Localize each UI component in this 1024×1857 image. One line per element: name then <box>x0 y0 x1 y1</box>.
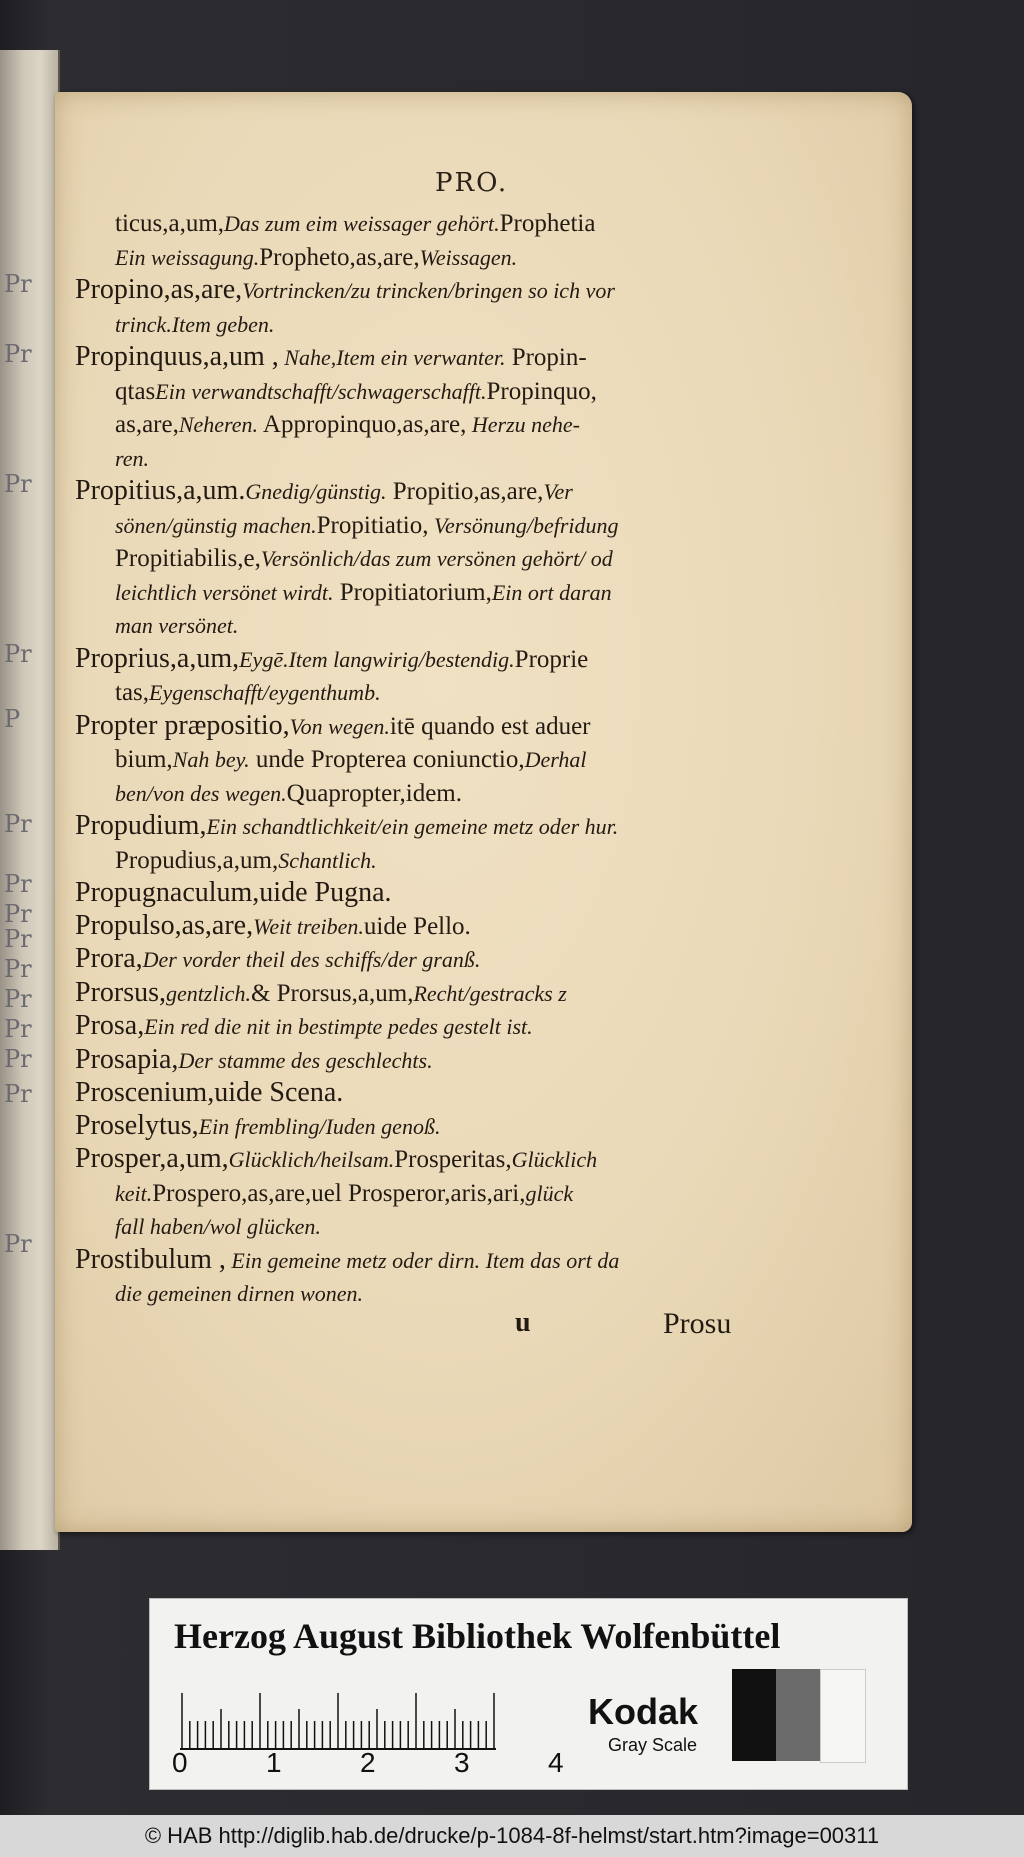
german-gloss: trinck.Item geben. <box>115 311 275 337</box>
ruler-scale <box>180 1691 500 1751</box>
latin-text: Propitiatio, <box>316 511 429 539</box>
ruler-number: 1 <box>266 1747 282 1778</box>
entry-headword: Propudium, <box>75 810 207 841</box>
german-gloss: Weissagen. <box>419 244 518 270</box>
copyright-footer: © HAB http://diglib.hab.de/drucke/p-1084-8f-helmst/start.htm?image=00311 <box>0 1815 1024 1857</box>
german-gloss: leichtlich versönet wirdt. <box>115 579 334 605</box>
german-gloss: Herzu nehe- <box>466 412 580 437</box>
adjacent-page-strip <box>0 50 60 1550</box>
german-gloss: Neheren. <box>178 412 259 437</box>
strip-mark: Pr <box>4 1080 32 1108</box>
german-gloss: Derhal <box>524 747 587 772</box>
entry-headword: Prostibulum , <box>75 1243 226 1275</box>
german-gloss: ben/von des wegen. <box>115 780 287 806</box>
entry-headword: Prosa, <box>75 1010 145 1041</box>
latin-text: qtas <box>115 377 156 405</box>
german-gloss: keit. <box>115 1180 153 1206</box>
text-line <box>75 308 815 342</box>
catchword: Prosu <box>663 1307 732 1340</box>
german-gloss: Versönung/befridung <box>428 512 619 538</box>
latin-text: Propheto,as,are, <box>259 243 420 271</box>
german-gloss: Recht/gestracks z <box>413 980 567 1006</box>
latin-text: & Prorsus,a,um, <box>250 979 414 1007</box>
entry-headword: Propinquus,a,um , <box>75 341 279 372</box>
strip-mark: Pr <box>4 1015 32 1043</box>
entry-headword: Prosper,a,um, <box>75 1143 229 1174</box>
entry-headword: Proscenium,uide Scena. <box>75 1077 344 1108</box>
strip-mark: Pr <box>4 640 32 668</box>
text-line <box>75 1110 815 1144</box>
german-gloss: die gemeinen dirnen wonen. <box>115 1281 364 1306</box>
text-line <box>75 643 815 677</box>
german-gloss: man versönet. <box>115 613 239 638</box>
swatch-gray <box>776 1669 820 1761</box>
german-gloss: Eygenschafft/eygenthumb. <box>149 680 381 705</box>
entry-headword: Prosapia, <box>75 1043 179 1075</box>
strip-mark: Pr <box>4 810 32 838</box>
text-line <box>75 777 815 811</box>
strip-mark: Pr <box>4 985 32 1013</box>
entry-headword: Prorsus, <box>75 976 167 1008</box>
text-line <box>75 609 815 643</box>
text-line <box>75 1044 815 1078</box>
color-target-card <box>149 1598 908 1790</box>
german-gloss: Nah bey. <box>172 747 250 772</box>
text-line <box>75 810 815 844</box>
ruler-number: 2 <box>360 1747 376 1778</box>
german-gloss: Schantlich. <box>278 847 377 873</box>
german-gloss: Ein gemeine metz oder dirn. Item das ort da <box>225 1247 620 1273</box>
library-name: Herzog August Bibliothek Wolfenbüttel <box>174 1616 781 1656</box>
german-gloss: Gnedig/günstig. <box>245 479 387 504</box>
entry-headword: Proselytus, <box>75 1109 199 1141</box>
text-line <box>75 1244 815 1278</box>
text-line <box>75 1177 815 1211</box>
german-gloss: Ein schandtlichkeit/ein gemeine metz oder hur. <box>206 814 619 839</box>
text-line <box>75 676 815 710</box>
german-gloss: Ein red die nit in bestimpte pedes gestelt ist. <box>144 1014 533 1039</box>
text-line <box>75 274 815 308</box>
text-line <box>75 542 815 576</box>
german-gloss: Ein weissagung. <box>115 244 260 270</box>
strip-mark: Pr <box>4 870 32 898</box>
text-line <box>75 1210 815 1244</box>
latin-text: Quapropter,idem. <box>286 779 463 807</box>
strip-mark: Pr <box>4 340 32 368</box>
text-line <box>75 1143 815 1177</box>
kodak-logo: Kodak <box>588 1691 699 1732</box>
ruler-number: 3 <box>454 1747 470 1778</box>
text-line <box>75 207 815 241</box>
german-gloss: Ver <box>543 479 573 504</box>
entry-headword: Proprius,a,um, <box>75 642 240 674</box>
latin-text: uide Pello. <box>363 912 471 940</box>
swatch-white <box>820 1669 866 1763</box>
strip-mark: P <box>4 705 21 733</box>
latin-text: as,are, <box>115 411 179 438</box>
entry-headword: Propugnaculum,uide Pugna. <box>75 877 392 908</box>
latin-text: Prosperitas, <box>394 1146 512 1173</box>
latin-text: Propudius,a,um, <box>115 846 279 874</box>
german-gloss: Der stamme des geschlechts. <box>178 1047 433 1073</box>
ruler-number: 4 <box>548 1747 564 1778</box>
latin-text: bium, <box>115 746 173 773</box>
text-line <box>75 943 815 977</box>
german-gloss: sönen/günstig machen. <box>115 512 317 538</box>
strip-mark: Pr <box>4 955 32 983</box>
strip-mark: Pr <box>4 1045 32 1073</box>
text-line <box>75 1077 815 1110</box>
german-gloss: Ein frembling/Iuden genoß. <box>198 1113 441 1139</box>
german-gloss: Weit treiben. <box>253 913 364 939</box>
text-line <box>75 442 815 476</box>
german-gloss: ren. <box>115 445 150 471</box>
german-gloss: Ein verwandtschafft/schwagerschafft. <box>155 378 487 404</box>
strip-mark: Pr <box>4 925 32 953</box>
german-gloss: gentzlich. <box>166 980 251 1006</box>
entry-headword: Propitius,a,um. <box>75 475 246 506</box>
text-line <box>75 1277 815 1311</box>
german-gloss: fall haben/wol glücken. <box>115 1214 321 1239</box>
text-line <box>75 408 815 442</box>
strip-mark: Pr <box>4 270 32 298</box>
german-gloss: Glücklich/heilsam. <box>228 1147 395 1172</box>
book-page <box>55 92 912 1532</box>
latin-text: Propitiatorium, <box>333 578 492 606</box>
latin-text: Propitio,as,are, <box>386 478 544 505</box>
swatch-black <box>732 1669 776 1761</box>
latin-text: itē quando est aduer <box>389 712 591 740</box>
entry-headword: Propulso,as,are, <box>75 909 254 941</box>
latin-text: ticus,a,um, <box>115 210 225 237</box>
latin-text: Propinquo, <box>486 377 597 405</box>
latin-text: Prophetia <box>499 210 596 237</box>
entry-headword: Propino,as,are, <box>75 274 243 305</box>
german-gloss: Von wegen. <box>289 713 390 739</box>
dictionary-text <box>75 207 815 1311</box>
german-gloss: Versönlich/das zum versönen gehört/ od <box>260 546 613 571</box>
german-gloss: Das zum eim weissager gehört. <box>224 211 500 236</box>
latin-text: Prospero,as,are,uel Prosperor,aris,ari, <box>152 1179 526 1207</box>
strip-mark: Pr <box>4 900 32 928</box>
latin-text: Propin- <box>505 344 587 371</box>
signature-mark: u <box>515 1307 531 1338</box>
strip-mark: Pr <box>4 470 32 498</box>
gray-scale-label: Gray Scale <box>608 1735 698 1755</box>
latin-text: unde Propterea coniunctio, <box>249 746 525 773</box>
latin-text: Proprie <box>514 645 589 673</box>
german-gloss: Nahe,Item ein verwanter. <box>278 345 506 370</box>
text-line <box>75 475 815 509</box>
latin-text: Appropinquo,as,are, <box>258 411 467 438</box>
latin-text: Propitiabilis,e, <box>115 545 261 572</box>
german-gloss: Ein ort daran <box>491 579 612 605</box>
text-line <box>75 375 815 409</box>
german-gloss: Glücklich <box>511 1147 598 1172</box>
ruler-number: 0 <box>172 1747 188 1778</box>
page-header: PRO. <box>435 168 509 198</box>
strip-mark: Pr <box>4 1230 32 1258</box>
text-line <box>75 877 815 910</box>
german-gloss: Vortrincken/zu trincken/bringen so ich vor <box>242 278 615 303</box>
text-line <box>75 341 815 375</box>
text-line <box>75 241 815 275</box>
entry-headword: Prora, <box>75 943 143 974</box>
text-line <box>75 576 815 610</box>
text-line <box>75 1010 815 1044</box>
german-gloss: Der vorder theil des schiffs/der granß. <box>142 947 481 972</box>
german-gloss: Eygē.Item langwirig/bestendig. <box>239 646 515 672</box>
latin-text: tas, <box>115 679 150 706</box>
text-line <box>75 743 815 777</box>
text-line <box>75 977 815 1011</box>
text-line <box>75 910 815 944</box>
entry-headword: Propter præpositio, <box>75 709 290 741</box>
german-gloss: glück <box>525 1180 574 1206</box>
text-line <box>75 509 815 543</box>
text-line <box>75 844 815 878</box>
text-line <box>75 710 815 744</box>
